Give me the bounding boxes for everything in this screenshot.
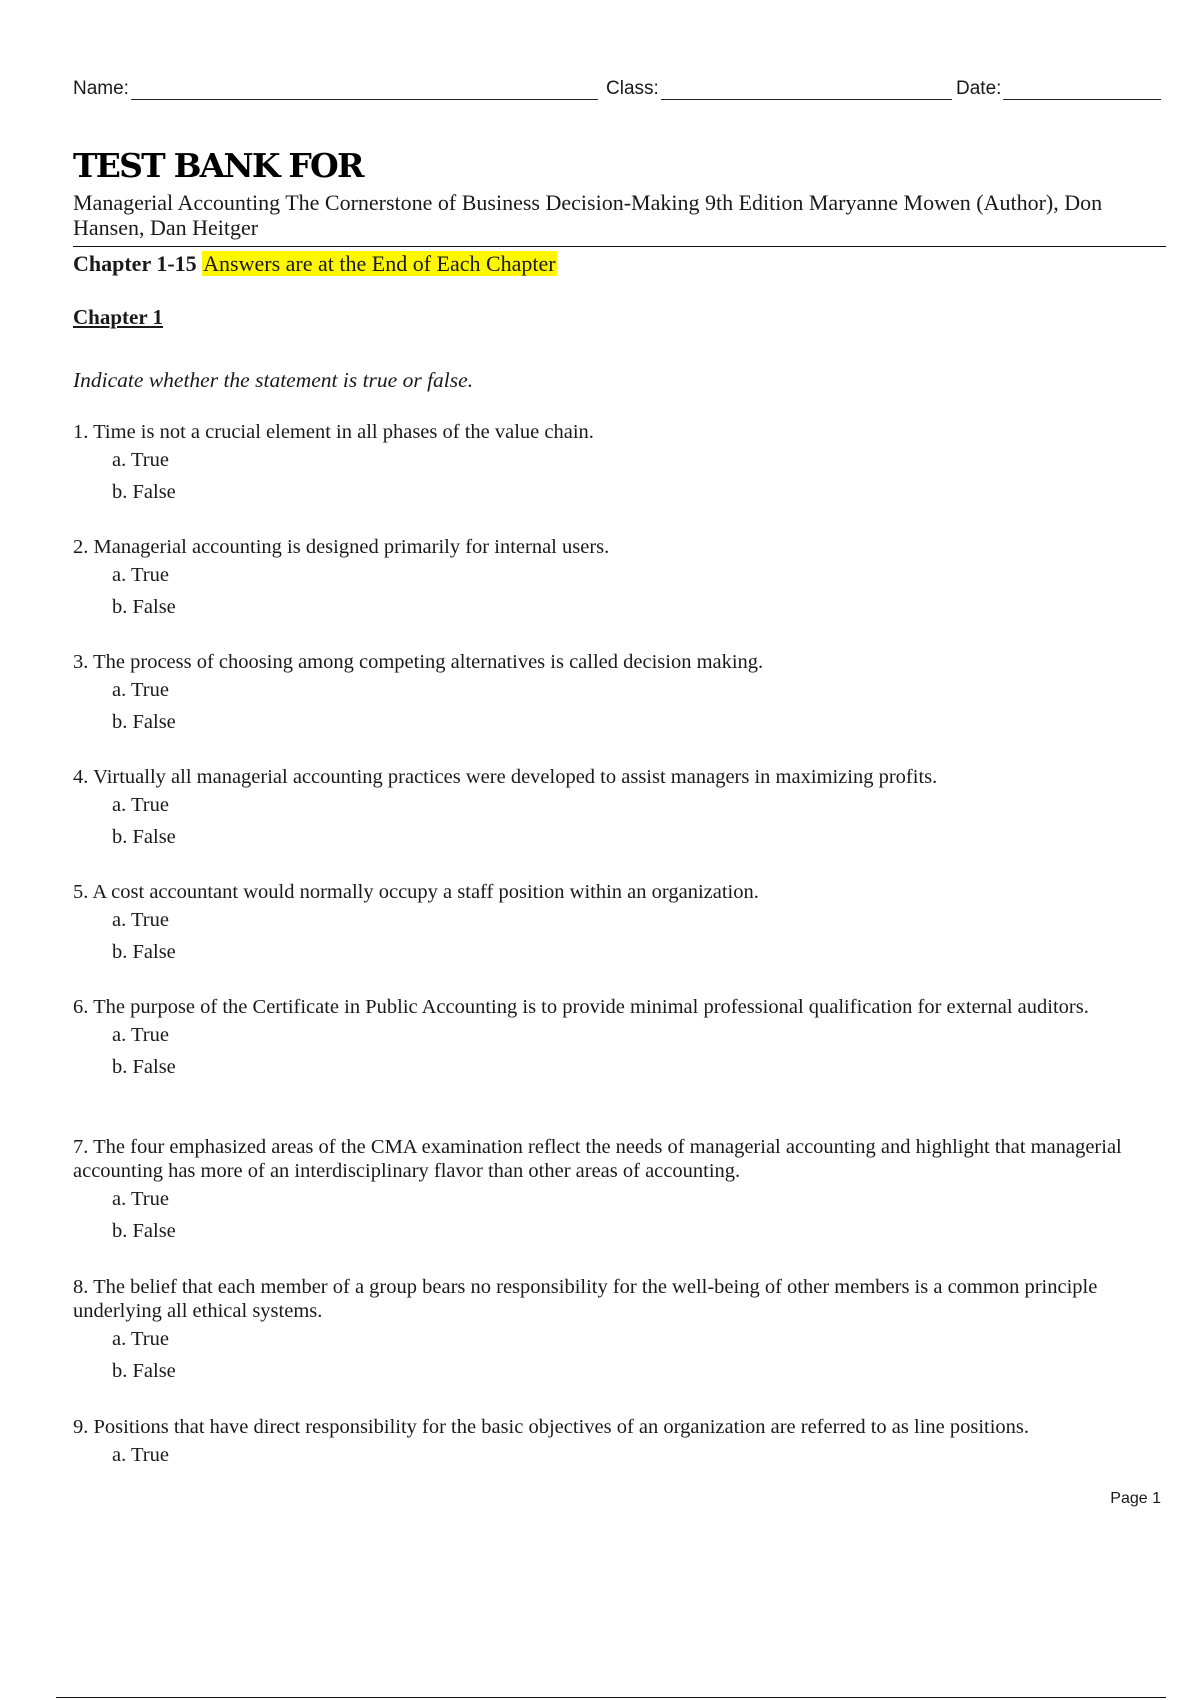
option-true[interactable]: a. True — [112, 1188, 169, 1210]
question-text: 9. Positions that have direct responsibility for the basic objectives of an organization are referred to as line positions. — [73, 1416, 1030, 1438]
question-4 — [73, 765, 1165, 853]
question-text: 5. A cost accountant would normally occupy a staff position within an organization. — [73, 881, 759, 903]
question-1 — [73, 420, 1165, 508]
answers-note-highlight: Answers are at the End of Each Chapter — [203, 251, 556, 276]
question-9 — [73, 1415, 1165, 1471]
option-false[interactable]: b. False — [112, 596, 176, 618]
page-bottom-divider — [56, 1697, 1166, 1698]
date-label: Date: — [956, 78, 1002, 99]
question-text: 7. The four emphasized areas of the CMA examination reflect the needs of managerial accounting and highlight that managerial accounting has more of an interdisciplinary flavor than other areas of accounting. — [73, 1136, 1122, 1182]
class-blank-line[interactable] — [661, 75, 952, 100]
question-text: 1. Time is not a crucial element in all phases of the value chain. — [73, 421, 594, 443]
date-field[interactable] — [956, 72, 1161, 100]
option-false[interactable]: b. False — [112, 826, 176, 848]
book-subtitle: Managerial Accounting The Cornerstone of Business Decision-Making 9th Edition Maryanne Mowen (Author), Don Hansen, Dan Heitger — [73, 190, 1103, 240]
student-info-fields — [73, 72, 1161, 102]
question-5 — [73, 880, 1165, 968]
chapters-line — [73, 251, 557, 277]
question-text: 3. The process of choosing among competing alternatives is called decision making. — [73, 651, 764, 673]
option-false[interactable]: b. False — [112, 1056, 176, 1078]
question-text: 2. Managerial accounting is designed primarily for internal users. — [73, 536, 610, 558]
name-blank-line[interactable] — [131, 75, 598, 100]
question-text: 6. The purpose of the Certificate in Public Accounting is to provide minimal professional qualification for external auditors. — [73, 996, 1089, 1018]
class-label: Class: — [606, 78, 659, 99]
question-6 — [73, 995, 1165, 1083]
question-2 — [73, 535, 1165, 623]
option-false[interactable]: b. False — [112, 1360, 176, 1382]
option-true[interactable]: a. True — [112, 679, 169, 701]
option-true[interactable]: a. True — [112, 564, 169, 586]
option-true[interactable]: a. True — [112, 1328, 169, 1350]
question-text: 4. Virtually all managerial accounting practices were developed to assist managers in maximizing profits. — [73, 766, 938, 788]
option-false[interactable]: b. False — [112, 1220, 176, 1242]
title-divider — [73, 246, 1166, 247]
name-field[interactable] — [73, 72, 598, 100]
class-field[interactable] — [606, 72, 952, 100]
option-true[interactable]: a. True — [112, 1444, 169, 1466]
question-7 — [73, 1135, 1165, 1247]
page-number: Page 1 — [1110, 1490, 1161, 1507]
option-true[interactable]: a. True — [112, 794, 169, 816]
name-label: Name: — [73, 78, 129, 99]
chapter-heading: Chapter 1 — [73, 305, 164, 329]
date-blank-line[interactable] — [1003, 75, 1161, 100]
option-false[interactable]: b. False — [112, 481, 176, 503]
option-false[interactable]: b. False — [112, 711, 176, 733]
option-true[interactable]: a. True — [112, 909, 169, 931]
option-true[interactable]: a. True — [112, 449, 169, 471]
question-8 — [73, 1275, 1165, 1387]
option-false[interactable]: b. False — [112, 941, 176, 963]
instructions: Indicate whether the statement is true or false. — [73, 368, 474, 392]
document-title: TEST BANK FOR — [73, 146, 363, 185]
option-true[interactable]: a. True — [112, 1024, 169, 1046]
chapters-label: Chapter 1-15 — [73, 251, 197, 276]
question-text: 8. The belief that each member of a group bears no responsibility for the well-being of other members is a common principle underlying all ethical systems. — [73, 1276, 1098, 1322]
question-3 — [73, 650, 1165, 738]
